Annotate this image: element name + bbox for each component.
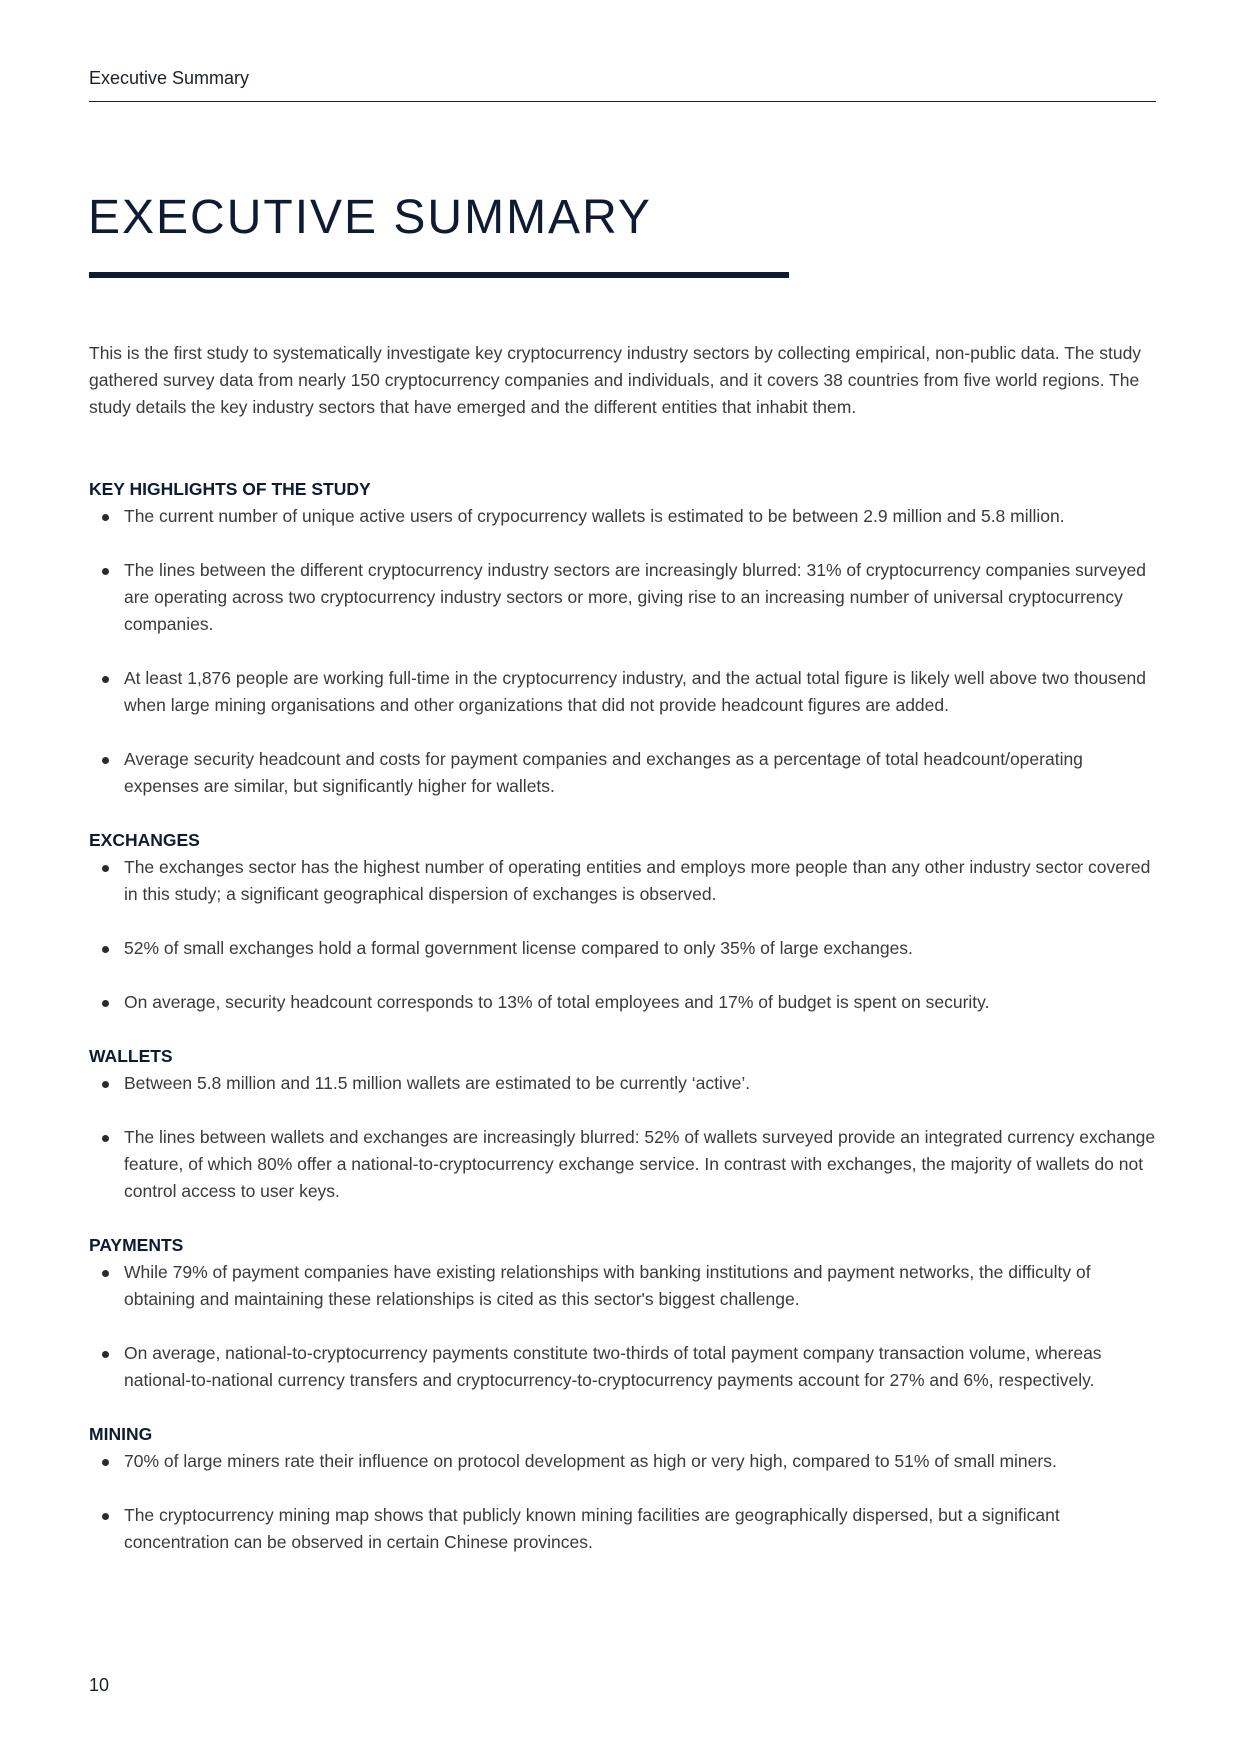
list-item [89, 503, 1159, 530]
section-key-highlights [89, 476, 1159, 800]
list-item-text: Average security headcount and costs for payment companies and exchanges as a percentage of total headcount/operating expenses are similar, but significantly higher for wallets. [124, 749, 1083, 796]
section-heading: WALLETS [89, 1046, 173, 1066]
page-number: 10 [89, 1675, 110, 1695]
list-item-text: 52% of small exchanges hold a formal government license compared to only 35% of large exchanges. [124, 938, 913, 958]
bullet-icon [102, 1459, 109, 1466]
list-item [89, 989, 1159, 1016]
bullet-icon [102, 757, 109, 764]
section-heading: KEY HIGHLIGHTS OF THE STUDY [89, 479, 371, 499]
list-item-text: The current number of unique active users of crypocurrency wallets is estimated to be between 2.9 million and 5.8 million. [124, 506, 1065, 526]
list-item-text: The exchanges sector has the highest number of operating entities and employs more people than any other industry sector covered in this study; a significant geographical dispersion of exchanges is observed. [124, 857, 1151, 904]
bullet-list [89, 1448, 1159, 1556]
intro-paragraph: This is the first study to systematically investigate key cryptocurrency industry sectors by collecting empirical, non-public data. The study gathered survey data from nearly 150 cryptocurrency companies and individuals, and it covers 38 countries from five world regions. The study details the key industry sectors that have emerged and the different entities that inhabit them. [89, 343, 1142, 417]
list-item [89, 557, 1159, 638]
list-item [89, 1124, 1159, 1205]
bullet-icon [102, 865, 109, 872]
bullet-list [89, 1259, 1159, 1394]
title-underline [89, 272, 789, 278]
bullet-icon [102, 514, 109, 521]
list-item [89, 1340, 1159, 1394]
list-item [89, 1502, 1159, 1556]
bullet-icon [102, 568, 109, 575]
bullet-list [89, 503, 1159, 800]
bullet-icon [102, 1000, 109, 1007]
list-item [89, 1448, 1159, 1475]
bullet-icon [102, 1270, 109, 1277]
list-item-text: 70% of large miners rate their influence on protocol development as high or very high, compared to 51% of small miners. [124, 1451, 1057, 1471]
section-exchanges [89, 827, 1159, 1016]
bullet-icon [102, 676, 109, 683]
list-item-text: On average, security headcount corresponds to 13% of total employees and 17% of budget is spent on security. [124, 992, 990, 1012]
list-item-text: The lines between the different cryptocurrency industry sectors are increasingly blurred: 31% of cryptocurrency companies surveyed are operating across two cryptocurrency industry sectors or more, giving rise to an increasing number of universal cryptocurrency companies. [124, 560, 1146, 634]
main-content [89, 340, 1159, 1556]
section-heading: MINING [89, 1424, 153, 1444]
list-item [89, 1070, 1159, 1097]
section-mining [89, 1421, 1159, 1556]
bullet-icon [102, 1081, 109, 1088]
bullet-list [89, 1070, 1159, 1205]
list-item-text: While 79% of payment companies have existing relationships with banking institutions and payment networks, the difficulty of obtaining and maintaining these relationships is cited as this sector's biggest challenge. [124, 1262, 1091, 1309]
section-heading: EXCHANGES [89, 830, 200, 850]
section-heading: PAYMENTS [89, 1235, 184, 1255]
list-item [89, 1259, 1159, 1313]
list-item [89, 935, 1159, 962]
list-item-text: The lines between wallets and exchanges are increasingly blurred: 52% of wallets surveyed provide an integrated currency exchange feature, of which 80% offer a national-to-cryptocurrency exchange service. In contrast with exchanges, the majority of wallets do not control access to user keys. [124, 1127, 1156, 1201]
bullet-icon [102, 1135, 109, 1142]
list-item [89, 854, 1159, 908]
list-item-text: On average, national-to-cryptocurrency payments constitute two-thirds of total payment company transaction volume, whereas national-to-national currency transfers and cryptocurrency-to-cryptocurrency payments account for 27% and 6%, respectively. [124, 1343, 1102, 1390]
list-item-text: The cryptocurrency mining map shows that publicly known mining facilities are geographically dispersed, but a significant concentration can be observed in certain Chinese provinces. [124, 1505, 1060, 1552]
list-item [89, 665, 1159, 719]
bullet-icon [102, 1513, 109, 1520]
list-item [89, 746, 1159, 800]
running-header [89, 66, 1156, 102]
section-wallets [89, 1043, 1159, 1205]
bullet-icon [102, 1351, 109, 1358]
bullet-icon [102, 946, 109, 953]
section-payments [89, 1232, 1159, 1394]
bullet-list [89, 854, 1159, 1016]
running-header-title: Executive Summary [89, 68, 250, 88]
list-item-text: At least 1,876 people are working full-time in the cryptocurrency industry, and the actual total figure is likely well above two thousend when large mining organisations and other organizations that did not provide headcount figures are added. [124, 668, 1147, 715]
list-item-text: Between 5.8 million and 11.5 million wallets are estimated to be currently ‘active’. [124, 1073, 751, 1093]
page-title: EXECUTIVE SUMMARY [88, 191, 652, 244]
